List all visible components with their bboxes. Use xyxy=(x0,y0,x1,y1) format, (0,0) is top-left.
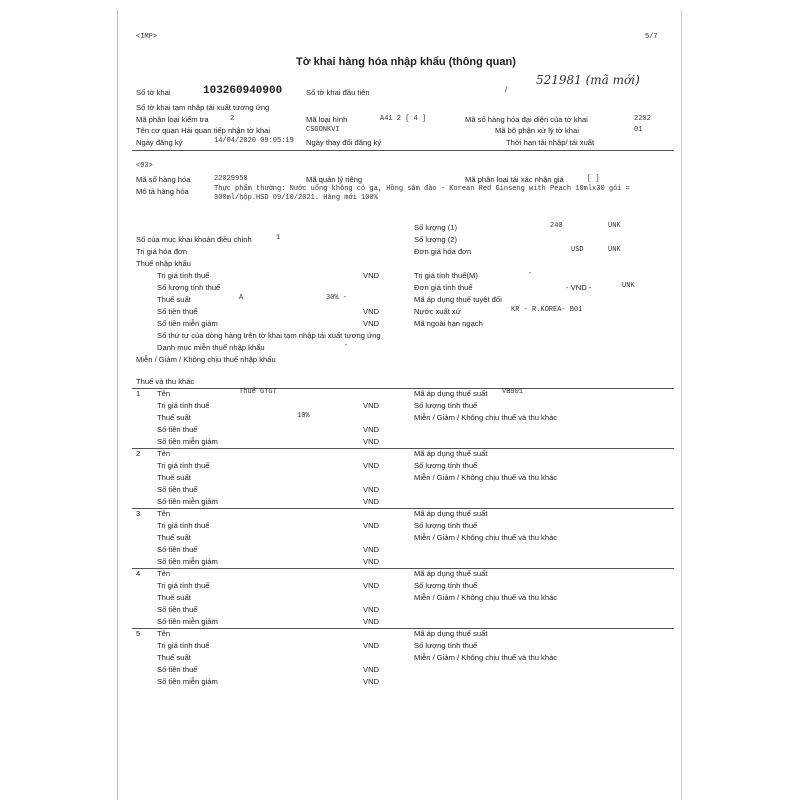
ma-so-hh-dai-dien-label: Mã số hàng hóa đại diện của tờ khai xyxy=(465,115,588,124)
danh-muc-mien-thue-value: - xyxy=(344,342,349,350)
don-gia-tinh-thue-unit: UNK xyxy=(622,282,635,290)
other-taxes-title: Thuế và thu khác xyxy=(136,377,195,386)
customs-declaration-page xyxy=(117,10,682,800)
tax-thue-suat-label: Thuế suất xyxy=(157,473,191,482)
tax-row-number: 1 xyxy=(136,389,141,398)
don-gia-tinh-thue-value: - VND - xyxy=(566,283,592,292)
tax-tri-gia-label: Trị giá tính thuế xyxy=(157,581,210,590)
so-luong-1-unit: UNK xyxy=(608,222,621,230)
tax-tri-gia-label: Trị giá tính thuế xyxy=(157,461,210,470)
tax-vnd-unit: VND xyxy=(363,497,380,506)
ma-loai-hinh-label: Mã loại hình xyxy=(306,115,348,124)
tax-rate-value: 10% xyxy=(297,412,310,420)
so-tien-thue-cur: VND xyxy=(363,307,380,316)
ma-loai-hinh-value: A41 2 [ 4 ] xyxy=(380,115,427,123)
so-tien-mien-giam-cur: VND xyxy=(363,319,380,328)
ma-quan-ly-rieng-label: Mã quản lý riêng xyxy=(306,175,363,184)
tax-so-luong-label: Số lượng tính thuế xyxy=(414,461,478,470)
tax-so-tien-thue-label: Số tiền thuế xyxy=(157,545,198,554)
tax-thue-suat-label: Thuế suất xyxy=(157,653,191,662)
ten-co-quan-hq-value: CSGONKVI xyxy=(306,126,340,134)
ten-co-quan-hq-label: Tên cơ quan Hải quan tiếp nhận tờ khai xyxy=(136,126,271,135)
tax-thue-suat-label: Thuế suất xyxy=(157,533,191,542)
tax-tri-gia-label: Trị giá tính thuế xyxy=(157,641,210,650)
mo-ta-value: Thực phẩm thường: Nước uống không có ga, Hồng sâm đào - Korean Red Ginseng with Peach 10mlx30 gói = 300ml/hộp.HSD 09/10/2021. Hàng mới 100% xyxy=(214,185,630,202)
so-to-khai-value: 103260940900 xyxy=(203,85,283,97)
nuoc-xuat-xu-label: Nước xuất xứ xyxy=(414,307,461,316)
tax-tri-gia-label: Trị giá tính thuế xyxy=(157,521,210,530)
handwritten-note: 521981 (mã mới) xyxy=(536,73,640,87)
tri-gia-tinh-thue-m-value: - xyxy=(528,270,533,278)
tax-mien-giam-label: Miễn / Giảm / Không chịu thuế và thu khác xyxy=(414,593,558,602)
don-gia-hoa-don-label: Đơn giá hóa đơn xyxy=(414,247,472,256)
tax-tri-gia-label: Trị giá tính thuế xyxy=(157,401,210,410)
so-luong-tinh-thue-label: Số lượng tính thuế xyxy=(157,283,221,292)
tax-so-tien-thue-label: Số tiền thuế xyxy=(157,425,198,434)
danh-muc-mien-thue-label: Danh mục miễn thuế nhập khẩu xyxy=(157,343,265,352)
document-title: Tờ khai hàng hóa nhập khẩu (thông quan) xyxy=(296,56,516,68)
so-tien-thue-label: Số tiền thuế xyxy=(157,307,198,316)
tax-vnd-unit: VND xyxy=(363,425,380,434)
tax-ten-label: Tên xyxy=(157,629,171,638)
ma-phan-loai-kiem-tra-value: 2 xyxy=(230,115,235,123)
tax-so-luong-label: Số lượng tính thuế xyxy=(414,521,478,530)
tax-thue-suat-label: Thuế suất xyxy=(157,413,191,422)
tax-so-tien-thue-label: Số tiền thuế xyxy=(157,485,198,494)
tax-vnd-unit: VND xyxy=(363,461,380,470)
thue-suat-a: A xyxy=(239,294,244,302)
ma-bo-phan-xu-ly-value: 01 xyxy=(634,126,643,134)
tax-ma-ap-dung-label: Mã áp dụng thuế suất xyxy=(414,569,488,578)
tax-thue-suat-label: Thuế suất xyxy=(157,593,191,602)
mo-ta-label: Mô tả hàng hóa xyxy=(136,187,189,196)
thue-suat-label: Thuế suất xyxy=(157,295,191,304)
so-muc-khai-label: Số của mục khai khoản điều chỉnh xyxy=(136,235,252,244)
tax-ma-ap-dung-value: VB901 xyxy=(502,388,524,396)
tax-so-tien-thue-label: Số tiền thuế xyxy=(157,605,198,614)
tax-vnd-unit: VND xyxy=(363,677,380,686)
tax-row-divider xyxy=(132,568,674,569)
thue-suat-value: 30% - xyxy=(326,294,348,302)
tax-ma-ap-dung-label: Mã áp dụng thuế suất xyxy=(414,389,488,398)
tax-row-number: 5 xyxy=(136,629,141,638)
tax-vnd-unit: VND xyxy=(363,665,380,674)
tri-gia-tinh-thue-label: Trị giá tính thuế xyxy=(157,271,210,280)
tax-row-divider xyxy=(132,448,674,449)
tax-ten-label: Tên xyxy=(157,389,171,398)
nuoc-xuat-xu-value: KR - R.KOREA- B01 xyxy=(511,306,583,314)
tax-mien-giam-label: Miễn / Giảm / Không chịu thuế và thu khác xyxy=(414,413,558,422)
ma-phan-loai-tai-xac-nhan-label: Mã phân loại tái xác nhận giá xyxy=(465,175,564,184)
tax-mien-giam-label: Miễn / Giảm / Không chịu thuế và thu khác xyxy=(414,533,558,542)
tax-so-luong-label: Số lượng tính thuế xyxy=(414,581,478,590)
so-luong-2-label: Số lượng (2) xyxy=(414,235,457,244)
thoi-han-label: Thời hạn tái nhập/ tái xuất xyxy=(506,138,595,147)
thue-nhap-khau-label: Thuế nhập khẩu xyxy=(136,259,191,268)
mien-giam-label: Miễn / Giảm / Không chịu thuế nhập khẩu xyxy=(136,355,276,364)
tax-so-tien-mien-giam-label: Số tiền miễn giảm xyxy=(157,677,218,686)
tax-row-divider xyxy=(132,388,674,389)
tri-gia-tinh-thue-m-label: Trị giá tính thuế(M) xyxy=(414,271,478,280)
so-tk-tam-nhap-label: Số tờ khai tạm nhập tái xuất tương ứng xyxy=(136,103,270,112)
tax-vnd-unit: VND xyxy=(363,641,380,650)
tax-row-number: 4 xyxy=(136,569,141,578)
ngay-dang-ky-value: 14/04/2020 09:05:19 xyxy=(214,137,294,145)
tax-ten-label: Tên xyxy=(157,509,171,518)
tax-row-divider xyxy=(132,628,674,629)
tax-vnd-unit: VND xyxy=(363,581,380,590)
so-luong-1-label: Số lượng (1) xyxy=(414,223,457,232)
ma-phan-loai-tai-xac-nhan-value: [ ] xyxy=(587,175,600,183)
tax-vnd-unit: VND xyxy=(363,521,380,530)
tax-vnd-unit: VND xyxy=(363,437,380,446)
tax-vnd-unit: VND xyxy=(363,617,380,626)
ma-so-hh-value: 22029950 xyxy=(214,175,248,183)
ngay-thay-doi-label: Ngày thay đổi đăng ký xyxy=(306,138,382,147)
so-to-khai-dau-tien-label: Số tờ khai đầu tiên xyxy=(306,88,370,97)
tax-mien-giam-label: Miễn / Giảm / Không chịu thuế và thu khác xyxy=(414,473,558,482)
tax-mien-giam-label: Miễn / Giảm / Không chịu thuế và thu khác xyxy=(414,653,558,662)
tax-vnd-unit: VND xyxy=(363,485,380,494)
tri-gia-hoa-don-label: Trị giá hóa đơn xyxy=(136,247,188,256)
tax-row-divider xyxy=(132,508,674,509)
page-number: 5/7 xyxy=(645,33,658,41)
ma-ngoai-han-ngach-label: Mã ngoài hạn ngạch xyxy=(414,319,483,328)
ma-so-hh-label: Mã số hàng hóa xyxy=(136,175,191,184)
item-index: <03> xyxy=(136,162,153,170)
so-thu-tu-label: Số thứ tự của dòng hàng trên tờ khai tạm nhập tái xuất tương ứng xyxy=(157,331,381,340)
tax-so-tien-mien-giam-label: Số tiền miễn giảm xyxy=(157,617,218,626)
tax-row-number: 3 xyxy=(136,509,141,518)
don-gia-hoa-don-unit: UNK xyxy=(608,246,621,254)
tri-gia-tinh-thue-cur: VND xyxy=(363,271,380,280)
ma-phan-loai-kiem-tra-label: Mã phân loại kiểm tra xyxy=(136,115,209,124)
tax-ma-ap-dung-label: Mã áp dụng thuế suất xyxy=(414,629,488,638)
don-gia-hoa-don-cur: USD xyxy=(571,246,584,254)
ma-bo-phan-xu-ly-label: Mã bộ phận xử lý tờ khai xyxy=(495,126,579,135)
divider-1 xyxy=(132,150,674,151)
tax-so-luong-label: Số lượng tính thuế xyxy=(414,401,478,410)
tax-so-luong-label: Số lượng tính thuế xyxy=(414,641,478,650)
tax-so-tien-mien-giam-label: Số tiền miễn giảm xyxy=(157,497,218,506)
so-to-khai-label: Số tờ khai xyxy=(136,88,171,97)
tax-ten-label: Tên xyxy=(157,449,171,458)
tax-ma-ap-dung-label: Mã áp dụng thuế suất xyxy=(414,449,488,458)
tax-ma-ap-dung-label: Mã áp dụng thuế suất xyxy=(414,509,488,518)
tax-vnd-unit: VND xyxy=(363,401,380,410)
tax-row-number: 2 xyxy=(136,449,141,458)
don-gia-tinh-thue-label: Đơn giá tính thuế xyxy=(414,283,473,292)
tax-ten-label: Tên xyxy=(157,569,171,578)
tax-name-value: Thuế GTGT xyxy=(239,388,277,396)
so-luong-1-value: 240 xyxy=(550,222,563,230)
tax-so-tien-mien-giam-label: Số tiền miễn giảm xyxy=(157,437,218,446)
tax-vnd-unit: VND xyxy=(363,605,380,614)
imp-tag: <IMP> xyxy=(136,33,158,41)
tax-so-tien-thue-label: Số tiền thuế xyxy=(157,665,198,674)
tax-vnd-unit: VND xyxy=(363,545,380,554)
tick-mark: / xyxy=(505,85,508,94)
ngay-dang-ky-label: Ngày đăng ký xyxy=(136,138,183,147)
ma-so-hh-dai-dien-value: 2202 xyxy=(634,115,651,123)
ma-ap-dung-tuyet-doi-label: Mã áp dụng thuế tuyệt đối xyxy=(414,295,502,304)
so-muc-khai-value: 1 xyxy=(276,234,281,242)
tax-so-tien-mien-giam-label: Số tiền miễn giảm xyxy=(157,557,218,566)
so-tien-mien-giam-label: Số tiền miễn giảm xyxy=(157,319,218,328)
tax-vnd-unit: VND xyxy=(363,557,380,566)
